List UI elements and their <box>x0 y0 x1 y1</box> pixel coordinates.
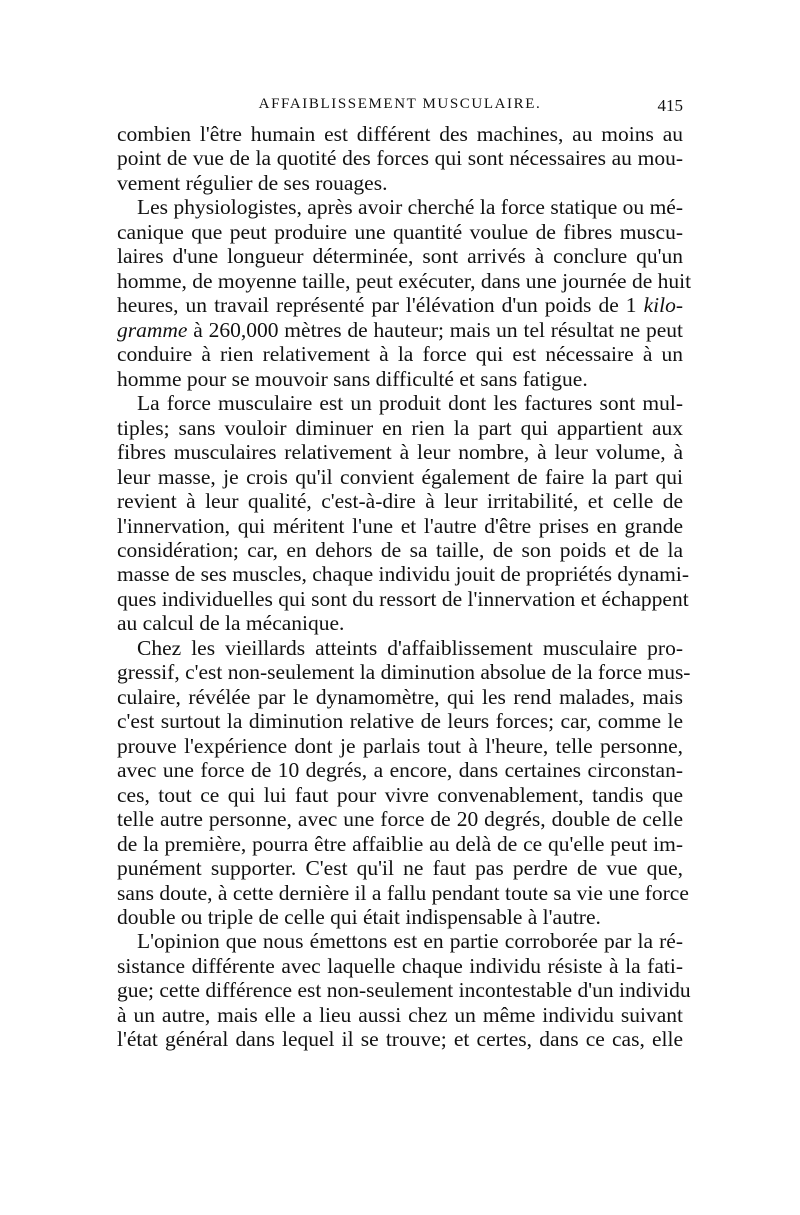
text-line: à un autre, mais elle a lieu aussi chez un même individu suivant <box>117 1002 683 1027</box>
text-line: considération; car, en dehors de sa taille, de son poids et de la <box>117 537 683 562</box>
text-line: homme, de moyenne taille, peut exécuter, dans une journée de huit <box>117 268 692 293</box>
text-line: prouve l'expérience dont je parlais tout à l'heure, telle personne, <box>117 733 683 758</box>
text-line: punément supporter. C'est qu'il ne faut pas perdre de vue que, <box>117 856 683 881</box>
text-line: La force musculaire est un produit dont les factures sont mul- <box>137 391 683 416</box>
page-number: 415 <box>657 96 683 115</box>
body-text <box>117 122 692 1052</box>
text-line-with-italic <box>117 293 683 317</box>
text-line: fibres musculaires relativement à leur nombre, à leur volume, à <box>117 440 683 465</box>
text-line: gue; cette différence est non-seulement incontestable d'un individu <box>117 978 691 1003</box>
text-line: Les physiologistes, après avoir cherché la force statique ou mé- <box>137 195 683 220</box>
text-line: de la première, pourra être affaiblie au delà de ce qu'elle peut im- <box>117 831 683 856</box>
text-line: leur masse, je crois qu'il convient également de faire la part qui <box>117 464 683 489</box>
text-line: au calcul de la mécanique. <box>117 611 345 636</box>
text-line: canique que peut produire une quantité voulue de fibres muscu- <box>117 219 683 244</box>
text-line: ces, tout ce qui lui faut pour vivre convenablement, tandis que <box>117 782 683 807</box>
text-line: gressif, c'est non-seulement la diminution absolue de la force mus- <box>117 660 691 685</box>
text-line: conduire à rien relativement à la force qui est nécessaire à un <box>117 342 683 367</box>
paragraph <box>117 195 692 391</box>
text-line: culaire, révélée par le dynamomètre, qui les rend malades, mais <box>117 684 683 709</box>
text-line: sans doute, à cette dernière il a fallu pendant toute sa vie une force <box>117 880 689 905</box>
text-line: L'opinion que nous émettons est en partie corroborée par la ré- <box>137 929 683 954</box>
text-line: revient à leur qualité, c'est-à-dire à leur irritabilité, et celle de <box>117 489 683 514</box>
text-line: point de vue de la quotité des forces qui sont nécessaires au mou- <box>117 146 683 171</box>
text-line: homme pour se mouvoir sans difficulté et sans fatigue. <box>117 366 588 391</box>
text-line: Chez les vieillards atteints d'affaiblissement musculaire pro- <box>137 635 683 660</box>
italic-word: gramme <box>117 317 188 342</box>
text-segment: heures, un travail représenté par l'élévation d'un poids de 1 kilo- <box>117 293 683 318</box>
text-line: l'innervation, qui méritent l'une et l'autre d'être prises en grande <box>117 513 683 538</box>
text-line: l'état général dans lequel il se trouve; et certes, dans ce cas, elle <box>117 1027 683 1052</box>
running-title: AFFAIBLISSEMENT MUSCULAIRE. <box>258 96 542 112</box>
paragraph <box>117 635 691 930</box>
text-line: ques individuelles qui sont du ressort de l'innervation et échappent <box>117 586 689 611</box>
italic-word: kilo- <box>643 293 683 318</box>
paragraph <box>117 122 683 195</box>
paragraph <box>117 391 690 636</box>
text-line: combien l'être humain est différent des machines, au moins au <box>117 122 683 146</box>
text-line: sistance différente avec laquelle chaque individu résiste à la fati- <box>117 953 683 978</box>
text-line: laires d'une longueur déterminée, sont arrivés à conclure qu'un <box>117 244 683 269</box>
text-line: telle autre personne, avec une force de 20 degrés, double de celle <box>117 807 683 832</box>
text-line: masse de ses muscles, chaque individu jouit de propriétés dynami- <box>117 562 690 587</box>
text-line: c'est surtout la diminution relative de leurs forces; car, comme le <box>117 709 683 734</box>
text-line: tiples; sans vouloir diminuer en rien la part qui appartient aux <box>117 415 683 440</box>
text-line: avec une force de 10 degrés, a encore, dans certaines circonstan- <box>117 758 683 783</box>
text-line: gramme à 260,000 mètres de hauteur; mais un tel résultat ne peut <box>117 317 683 342</box>
text-line: double ou triple de celle qui était indispensable à l'autre. <box>117 905 601 929</box>
running-header <box>117 96 683 120</box>
text-line: vement régulier de ses rouages. <box>117 170 388 195</box>
paragraph <box>117 929 691 1052</box>
